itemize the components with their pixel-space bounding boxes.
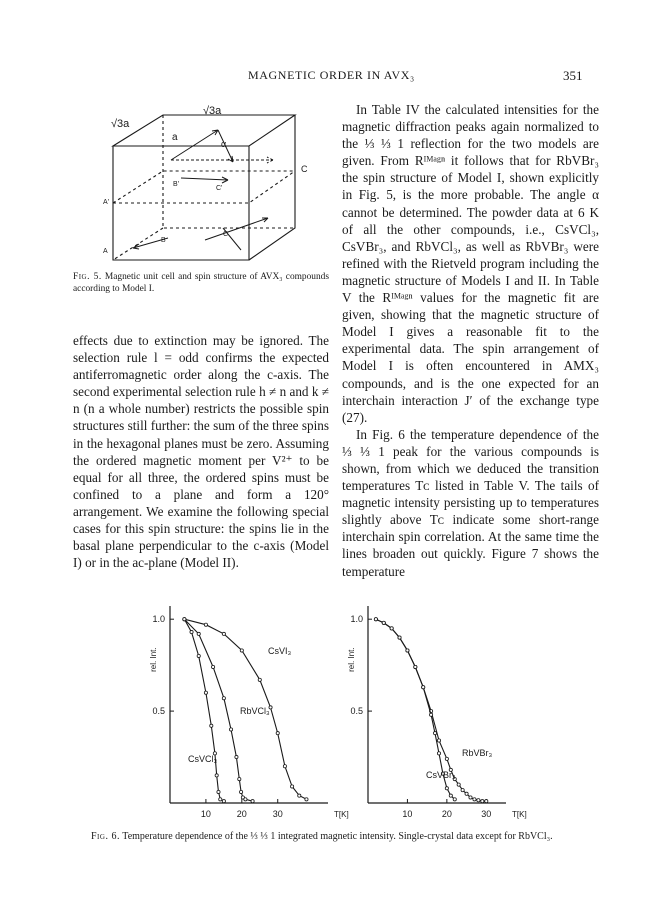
right-chart-series-0-point-18 [481, 800, 484, 803]
left-chart-x-axis-label: T[K] [334, 810, 349, 819]
right-chart-series-1-point-6 [422, 686, 425, 689]
figure-5-caption-label: Fig. 5. [73, 272, 102, 282]
left-chart-series-label-2: CsVCl₃ [188, 754, 218, 764]
left-chart-series-1-point-4 [229, 728, 232, 731]
right-chart-series-1-point-3 [398, 636, 401, 639]
left-chart-series-2-point-4 [210, 724, 213, 727]
left-chart-series-2-point-0 [183, 618, 186, 621]
left-chart-series-0-point-1 [204, 623, 207, 626]
right-paragraph-2: In Fig. 6 the temperature dependence of the ⅓ ⅓ 1 peak for the various compounds is shown, from which we deduced the transition temperatures Tᴄ listed in Table V. The tails of magnetic intensity persisting up to temperatures slightly above Tᴄ indicate some short-range interchain spin correlation. At the same time the lines broaden out quickly. Figure 7 shows the temperature [342, 426, 599, 579]
right-chart-series-0-point-8 [437, 739, 440, 742]
right-chart-series-1-point-7 [429, 713, 432, 716]
right-paragraph-1: In Table IV the calculated intensities for the magnetic diffraction peaks again normalized to the ⅓ ⅓ 1 reflection for the two models are given. From Rᴵᴹᵃᵍⁿ it follows that for RbVBr₃ the spin structure of Model I, shown explicitly in Fig. 5, is the more probable. The angle α cannot be determined. The powder data at 6 K of all the other compounds, i.e., CsVCl₃, CsVBr₃, and RbVCl₃, as well as RbVBr₃ were refined with the Rietveld program including the magnetic structure of Models I and II. In Table V the Rᴵᴹᵃᵍⁿ values for the magnetic fit are given, showing that the magnetic structure of Model I gives a reasonable fit to the experimental data. The spin arrangement of Model I is often encountered in AMX₃ compounds, and is the one expected for an interchain interaction J′ of the exchange type (27). [342, 102, 599, 425]
label-alpha: α [221, 139, 227, 149]
right-chart-y-tick-label-0: 0.5 [350, 706, 363, 717]
right-chart-series-1-point-9 [437, 752, 440, 755]
right-chart-series-1-point-13 [453, 798, 456, 801]
figure-6-caption-label: Fig. 6. [91, 831, 120, 842]
right-chart-series-1-point-5 [414, 665, 417, 668]
right-chart-series-1-point-11 [445, 787, 448, 790]
figure-6-caption-text: Temperature dependence of the ⅓ ⅓ 1 integrated magnetic intensity. Single-crystal data except for RbVCl₃. [122, 831, 553, 842]
right-chart-series-1-point-12 [449, 794, 452, 797]
left-chart-series-2-point-9 [222, 800, 225, 803]
right-chart-x-tick-label-2: 30 [481, 809, 492, 819]
left-chart-series-0-point-9 [298, 794, 301, 797]
left-chart-x-tick-label-1: 20 [236, 809, 247, 819]
left-chart-series-2-point-2 [197, 654, 200, 657]
right-chart-series-1-point-1 [382, 621, 385, 624]
right-chart-series-label-1: CsVBr₃ [426, 770, 456, 780]
left-chart-series-1-point-10 [251, 800, 254, 803]
left-chart-series-2-point-6 [215, 774, 218, 777]
left-chart-series-0-point-10 [305, 798, 308, 801]
left-chart-x-tick-label-0: 10 [200, 809, 211, 819]
left-chart-series-1-point-6 [238, 778, 241, 781]
label-sqrt3a-left: √3a [111, 118, 130, 130]
left-chart-series-0-point-8 [290, 785, 293, 788]
right-chart-x-tick-label-1: 20 [441, 809, 452, 819]
right-chart-series-0-point-9 [445, 757, 448, 760]
left-column [73, 332, 329, 571]
right-chart-series-1-point-2 [390, 627, 393, 630]
right-chart-series-1-point-8 [433, 732, 436, 735]
left-chart-series-0-point-7 [283, 765, 286, 768]
left-chart-series-1-point-2 [211, 665, 214, 668]
label-a-front: a [172, 132, 178, 143]
left-chart-series-0-point-6 [276, 732, 279, 735]
right-chart-series-0-point-17 [477, 799, 480, 802]
right-chart-x-axis-label: T[K] [512, 810, 527, 819]
left-chart-series-0-point-4 [258, 678, 261, 681]
spin-arrows [133, 130, 273, 250]
left-chart-series-2-point-7 [217, 790, 220, 793]
figure-5-caption [73, 271, 329, 295]
left-chart-series-2-point-3 [204, 691, 207, 694]
right-column [342, 101, 599, 580]
label-a: A [103, 248, 108, 255]
right-chart-series-0-point-14 [465, 792, 468, 795]
right-chart-series-0-point-13 [461, 789, 464, 792]
left-chart-series-1-point-1 [197, 632, 200, 635]
right-chart-series-0-point-16 [473, 798, 476, 801]
right-chart-y-axis-label: rel. Int. [347, 647, 356, 672]
label-c-prime: C' [216, 185, 223, 192]
running-header [0, 68, 672, 88]
label-c-bottom: C [223, 231, 229, 238]
page-number: 351 [563, 68, 583, 83]
running-title: MAGNETIC ORDER IN AVX₃ [248, 68, 415, 82]
left-paragraph-1: effects due to extinction may be ignored. The selection rule l = odd confirms the expected antiferromagnetic order along the c-axis. The second experimental selection rule h ≠ n and k ≠ n (n a whole number) restricts the possible spin structures still further: the sum of the three spins in the hexagonal planes must be zero. Assuming the ordered magnetic moment per V²⁺ to be equal for all three, the ordered spins must be confined to a plane and form a 120° arrangement. We examine the following special cases for this spin structure: the spins lie in the basal plane perpendicular to the c-axis (Model I) or in the ac-plane (Model II). [73, 333, 329, 571]
right-chart-series-0-point-19 [485, 800, 488, 803]
left-chart-x-tick-label-2: 30 [272, 809, 283, 819]
left-chart-y-axis-label: rel. Int. [149, 647, 158, 672]
left-chart-series-1-point-7 [240, 790, 243, 793]
left-chart-series-2-point-8 [219, 798, 222, 801]
left-chart-series-0-point-3 [240, 649, 243, 652]
right-chart-series-label-0: RbVBr₃ [462, 748, 493, 758]
right-chart-series-0-point-12 [457, 783, 460, 786]
left-chart-series-2-point-1 [190, 630, 193, 633]
unit-cell-outline [113, 115, 295, 260]
right-chart-series-1-point-4 [406, 649, 409, 652]
figure-5-caption-text: Magnetic unit cell and spin structure of AVX₃ compounds according to Model I. [73, 272, 330, 294]
left-chart-series-0-point-2 [222, 632, 225, 635]
left-chart-y-tick-label-0: 0.5 [152, 706, 165, 717]
left-chart-series-1-point-5 [235, 755, 238, 758]
label-a-prime: A' [103, 199, 110, 206]
left-chart-series-label-1: RbVCl₃ [240, 706, 270, 716]
label-c-top: C [301, 164, 308, 174]
left-chart-series-1-point-9 [244, 798, 247, 801]
label-b-prime: B' [173, 181, 180, 188]
figure-6-left-chart [140, 598, 349, 826]
figure-6-right-chart [338, 598, 528, 826]
label-sqrt3a-top: √3a [203, 105, 222, 117]
left-chart-y-tick-label-1: 1.0 [152, 614, 165, 625]
right-chart-series-1-point-0 [374, 618, 377, 621]
right-chart-y-tick-label-1: 1.0 [350, 614, 363, 625]
left-chart-series-1-point-3 [222, 697, 225, 700]
right-chart-x-tick-label-0: 10 [402, 809, 413, 819]
figure-5-unit-cell [73, 100, 329, 270]
label-b: B [161, 237, 166, 244]
figure-6-caption [91, 830, 591, 843]
right-chart-series-0-point-15 [469, 796, 472, 799]
left-chart-series-label-0: CsVI₃ [268, 646, 292, 656]
